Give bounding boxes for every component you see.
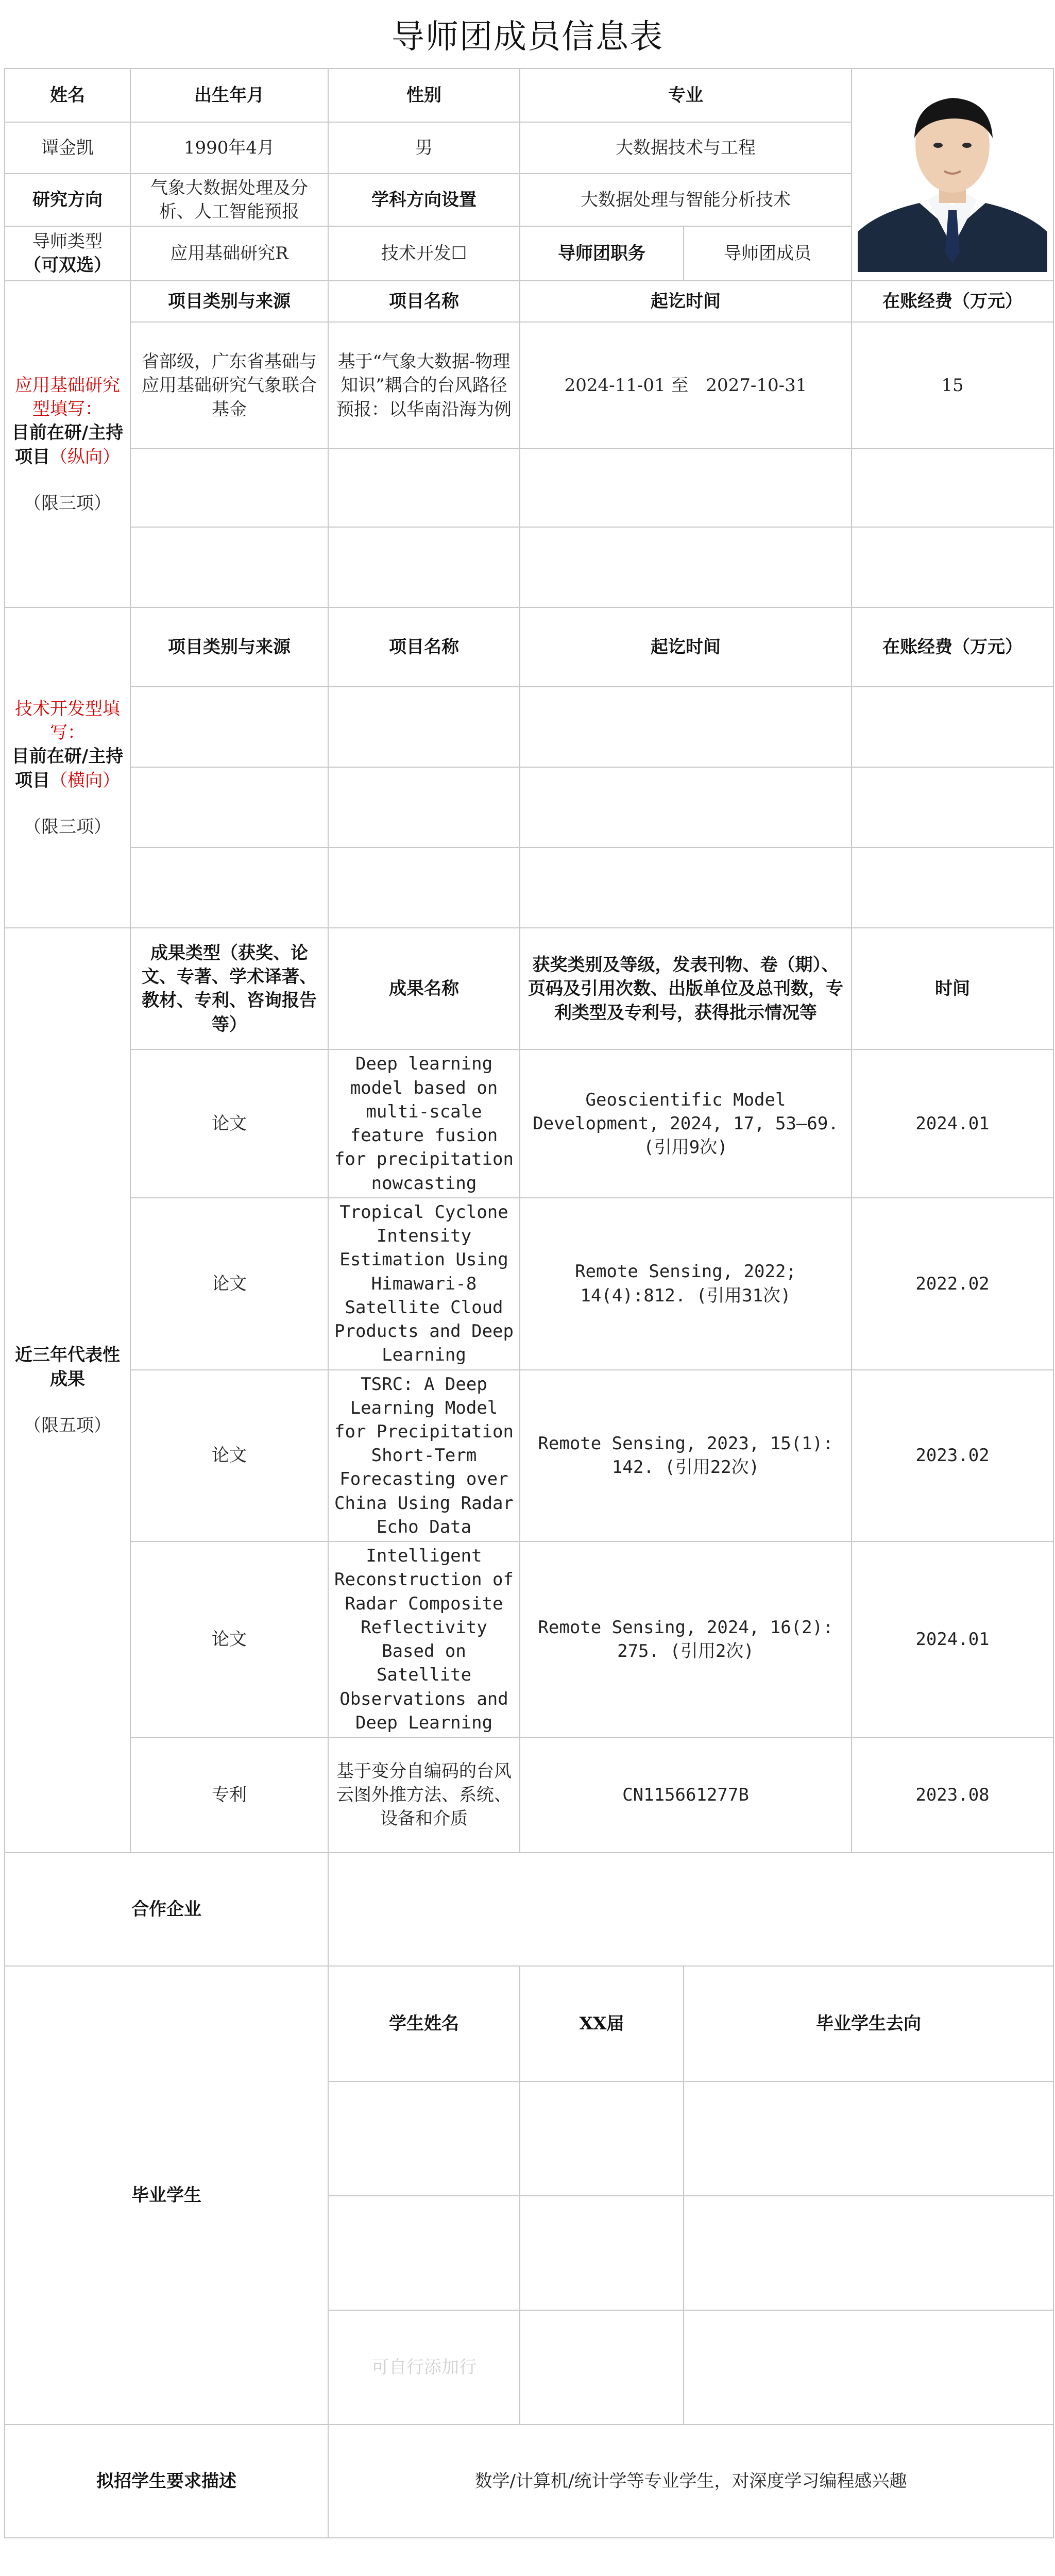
project-period-header: 起讫时间 (520, 281, 852, 322)
table-row (5, 1737, 1053, 1853)
basic-projects-vertical: （纵向） (50, 446, 120, 467)
tech-projects-title: 目前在研/主持项目 (11, 746, 124, 791)
empty-cell[interactable] (852, 687, 1053, 767)
photo-cell (852, 69, 1053, 281)
name-value[interactable]: 谭金凯 (5, 122, 130, 174)
table-row (5, 687, 1053, 767)
basic-projects-title: 目前在研/主持项目 (11, 422, 124, 467)
empty-cell[interactable] (520, 449, 852, 527)
empty-cell[interactable] (684, 2196, 1053, 2310)
table-row (5, 1370, 1053, 1542)
achievements-header-row (5, 928, 1053, 1049)
project-period-header: 起讫时间 (520, 607, 852, 687)
project-funds-header: 在账经费（万元） (852, 281, 1053, 322)
project-funds-header: 在账经费（万元） (852, 607, 1053, 687)
tech-projects-limit: （限三项） (24, 816, 111, 837)
tech-projects-section-label (5, 607, 130, 928)
empty-cell[interactable] (130, 687, 328, 767)
table-row (5, 1049, 1053, 1197)
achievement-detail[interactable]: Remote Sensing, 2023, 15(1): 142. (引用22次) (520, 1370, 852, 1542)
gender-value[interactable]: 男 (328, 122, 520, 174)
achievement-time[interactable]: 2024.01 (852, 1049, 1053, 1197)
achievement-name[interactable]: TSRC: A Deep Learning Model for Precipitation Short-Term Forecasting over China Using Radar Echo Data (328, 1370, 520, 1542)
mentor-type-note: （可双选） (24, 255, 111, 276)
research-label: 研究方向 (5, 174, 130, 226)
project-source-header: 项目类别与来源 (130, 607, 328, 687)
project-source[interactable]: 省部级，广东省基础与应用基础研究气象联合基金 (130, 322, 328, 449)
empty-cell[interactable] (520, 2310, 684, 2425)
duty-label: 导师团职务 (520, 226, 684, 281)
project-name-header: 项目名称 (328, 281, 520, 322)
basic-projects-type: 应用基础研究型填写： (15, 375, 120, 420)
empty-cell[interactable] (520, 2196, 684, 2310)
project-source-header: 项目类别与来源 (130, 281, 328, 322)
empty-cell[interactable] (520, 767, 852, 848)
basic-projects-limit: （限三项） (24, 493, 111, 514)
empty-cell[interactable] (852, 527, 1053, 607)
empty-cell[interactable] (684, 2081, 1053, 2196)
achievement-type-header: 成果类型（获奖、论文、专著、学术译著、教材、专利、咨询报告等） (130, 928, 328, 1049)
empty-cell[interactable] (130, 449, 328, 527)
empty-cell[interactable] (520, 2081, 684, 2196)
empty-cell[interactable] (520, 687, 852, 767)
basic-projects-header-row (5, 281, 1053, 322)
graduates-header-row (5, 1966, 1053, 2081)
mentor-info-table (4, 68, 1054, 2538)
table-row (5, 1198, 1053, 1370)
project-name[interactable]: 基于“气象大数据-物理知识”耦合的台风路径预报：以华南沿海为例 (328, 322, 520, 449)
birth-value[interactable]: 1990年4月 (130, 122, 328, 174)
empty-cell[interactable] (852, 449, 1053, 527)
achievement-time[interactable]: 2024.01 (852, 1541, 1053, 1737)
empty-cell[interactable] (130, 848, 328, 928)
empty-cell[interactable] (520, 848, 852, 928)
achievements-title: 近三年代表性成果 (15, 1345, 120, 1389)
option-basic-research[interactable]: 应用基础研究R (130, 226, 328, 281)
add-row-hint: 可自行添加行 (328, 2310, 520, 2425)
mentor-type-label (5, 226, 130, 281)
achievement-type[interactable]: 论文 (130, 1541, 328, 1737)
empty-cell[interactable] (130, 767, 328, 848)
table-row (5, 1541, 1053, 1737)
student-class-header: XX届 (520, 1966, 684, 2081)
achievement-detail[interactable]: Geoscientific Model Development, 2024, 17, 53–69. (引用9次) (520, 1049, 852, 1197)
project-name-header: 项目名称 (328, 607, 520, 687)
gender-label: 性别 (328, 69, 520, 122)
page-title: 导师团成员信息表 (392, 18, 663, 56)
achievement-time[interactable]: 2022.02 (852, 1198, 1053, 1370)
project-period[interactable]: 2024-11-01 至 2027-10-31 (520, 322, 852, 449)
tech-projects-horizontal: （横向） (50, 770, 120, 791)
portrait-image (858, 77, 1047, 272)
table-row (5, 527, 1053, 607)
mentor-type-text: 导师类型 (32, 231, 103, 252)
birth-label: 出生年月 (130, 69, 328, 122)
recruit-text[interactable]: 数学/计算机/统计学等专业学生，对深度学习编程感兴趣 (328, 2425, 1053, 2538)
empty-cell[interactable] (328, 767, 520, 848)
table-row (5, 322, 1053, 449)
discipline-label: 学科方向设置 (328, 174, 520, 226)
empty-cell[interactable] (520, 527, 852, 607)
basic-header-row (5, 69, 1053, 122)
cooperation-value[interactable] (328, 1853, 1053, 1966)
achievement-type[interactable]: 专利 (130, 1737, 328, 1853)
recruit-row (5, 2425, 1053, 2538)
achievement-name[interactable]: Intelligent Reconstruction of Radar Composite Reflectivity Based on Satellite Observations and Deep Learning (328, 1541, 520, 1737)
achievement-name[interactable]: 基于变分自编码的台风云图外推方法、系统、设备和介质 (328, 1737, 520, 1853)
duty-value[interactable]: 导师团成员 (684, 226, 852, 281)
empty-cell[interactable] (328, 687, 520, 767)
empty-cell[interactable] (328, 848, 520, 928)
table-row (5, 767, 1053, 848)
major-label: 专业 (520, 69, 852, 122)
achievement-detail[interactable]: Remote Sensing, 2024, 16(2): 275. (引用2次) (520, 1541, 852, 1737)
empty-cell[interactable] (328, 2196, 520, 2310)
empty-cell[interactable] (328, 527, 520, 607)
table-row (5, 848, 1053, 928)
basic-projects-section-label (5, 281, 130, 607)
empty-cell[interactable] (852, 767, 1053, 848)
major-value[interactable]: 大数据技术与工程 (520, 122, 852, 174)
empty-cell[interactable] (684, 2310, 1053, 2425)
achievement-type[interactable]: 论文 (130, 1198, 328, 1370)
student-destination-header: 毕业学生去向 (684, 1966, 1053, 2081)
achievements-section-label (5, 928, 130, 1853)
achievement-type[interactable]: 论文 (130, 1049, 328, 1197)
achievement-detail-header: 获奖类别及等级，发表刊物、卷（期）、页码及引用次数、出版单位及总刊数，专利类型及专利号，获得批示情况等 (520, 928, 852, 1049)
project-funds[interactable]: 15 (852, 322, 1053, 449)
achievement-name-header: 成果名称 (328, 928, 520, 1049)
empty-cell[interactable] (852, 848, 1053, 928)
achievement-time[interactable]: 2023.08 (852, 1737, 1053, 1853)
cooperation-row (5, 1853, 1053, 1966)
achievement-type[interactable]: 论文 (130, 1370, 328, 1542)
achievement-detail[interactable]: Remote Sensing, 2022; 14(4):812. (引用31次) (520, 1198, 852, 1370)
tech-projects-header-row (5, 607, 1053, 687)
achievement-detail[interactable]: CN115661277B (520, 1737, 852, 1853)
discipline-value[interactable]: 大数据处理与智能分析技术 (520, 174, 852, 226)
empty-cell[interactable] (328, 449, 520, 527)
mentor-photo (858, 77, 1047, 272)
name-label: 姓名 (5, 69, 130, 122)
achievements-limit: （限五项） (24, 1415, 111, 1436)
achievement-name[interactable]: Deep learning model based on multi-scale feature fusion for precipitation nowcasting (328, 1049, 520, 1197)
cooperation-label: 合作企业 (5, 1853, 328, 1966)
recruit-label: 拟招学生要求描述 (5, 2425, 328, 2538)
empty-cell[interactable] (328, 2081, 520, 2196)
research-value[interactable]: 气象大数据处理及分析、人工智能预报 (130, 174, 328, 226)
graduates-label: 毕业学生 (5, 1966, 328, 2425)
student-name-header: 学生姓名 (328, 1966, 520, 2081)
empty-cell[interactable] (130, 527, 328, 607)
achievement-name[interactable]: Tropical Cyclone Intensity Estimation Using Himawari-8 Satellite Cloud Products and Deep Learning (328, 1198, 520, 1370)
option-tech-development[interactable]: 技术开发☐ (328, 226, 520, 281)
table-row (5, 449, 1053, 527)
achievement-time[interactable]: 2023.02 (852, 1370, 1053, 1542)
tech-projects-type: 技术开发型填写： (15, 698, 120, 743)
achievement-time-header: 时间 (852, 928, 1053, 1049)
